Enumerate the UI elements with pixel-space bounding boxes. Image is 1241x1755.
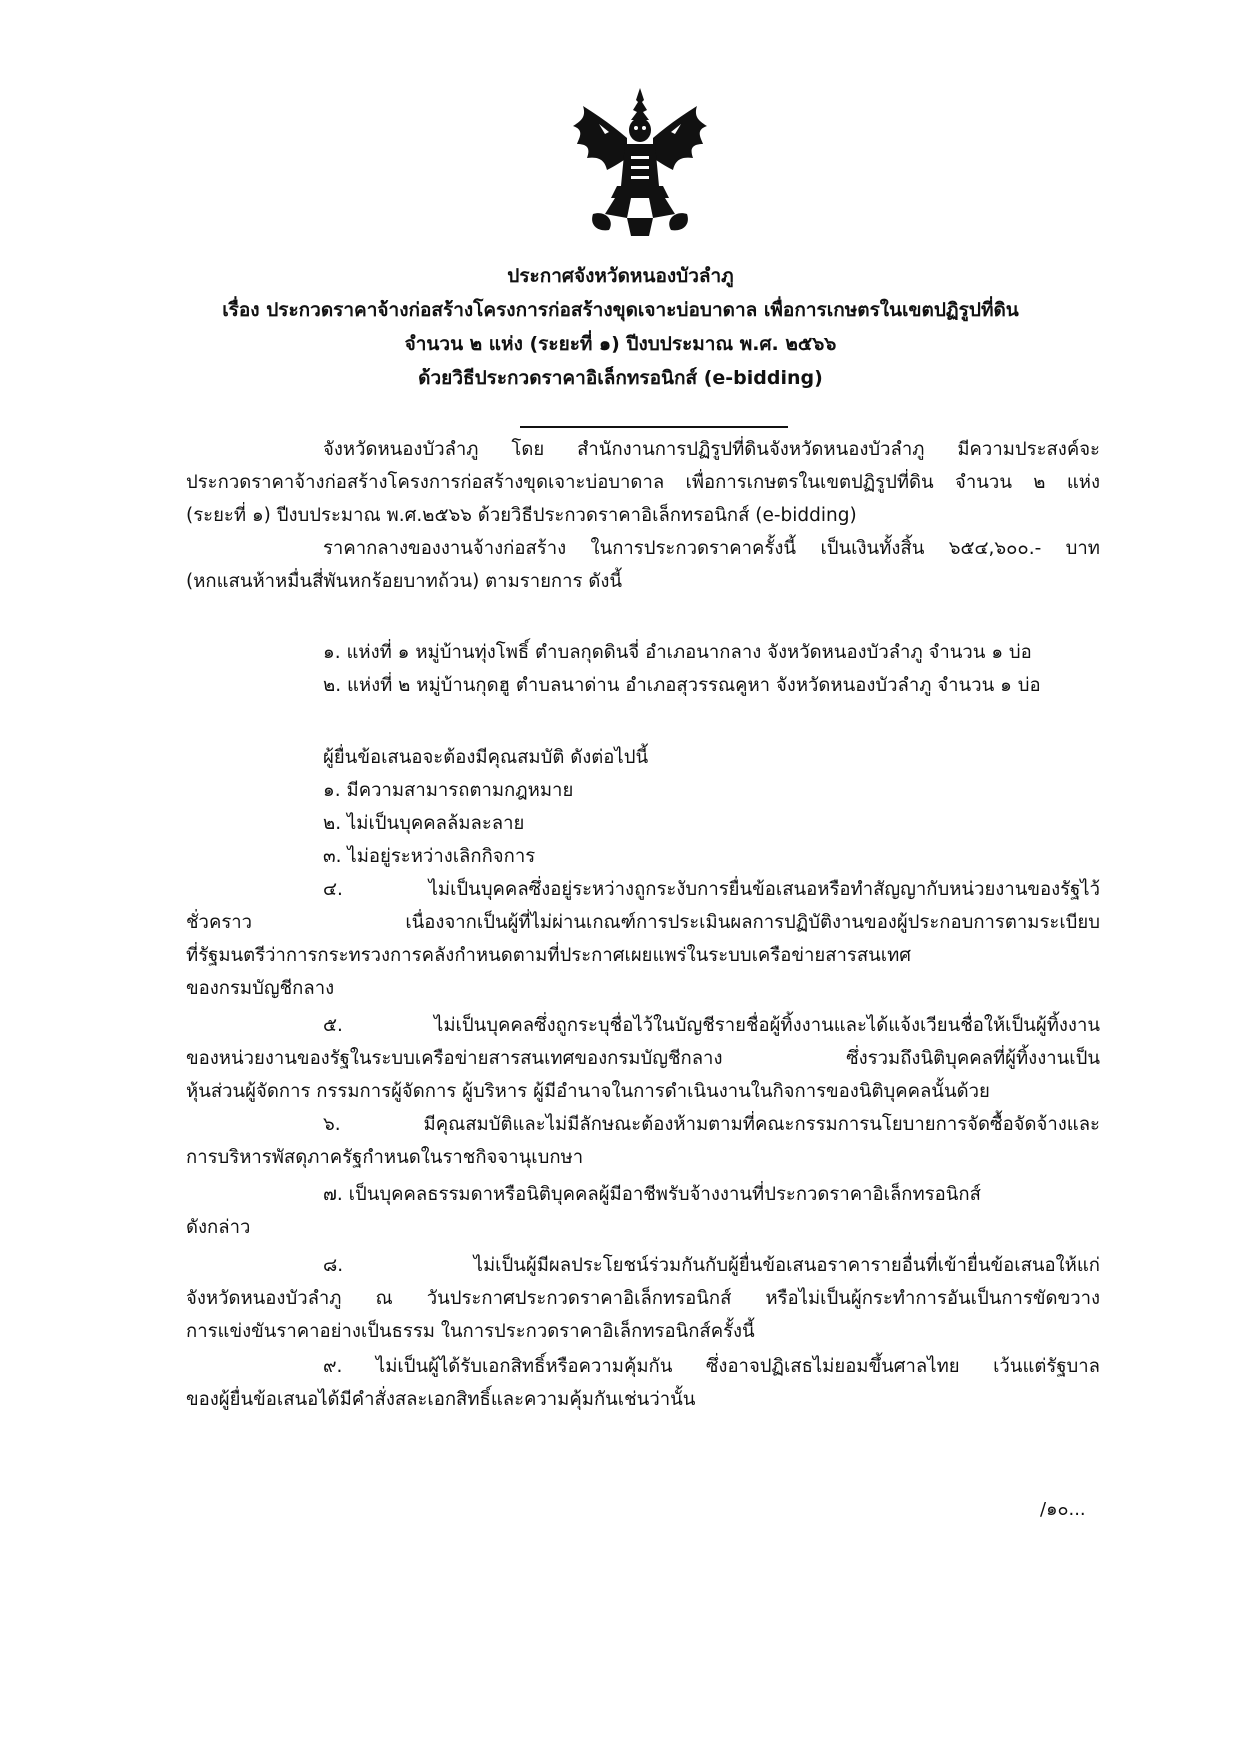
qualification-9-line-2: ของผู้ยื่นข้อเสนอได้มีคำสั่งสละเอกสิทธิ์และความคุ้มกันเช่นว่านั้น (186, 1389, 696, 1410)
qualification-4-line-4: ของกรมบัญชีกลาง (186, 978, 335, 999)
qualification-4-line-2: ชั่วคราว เนื่องจากเป็นผู้ที่ไม่ผ่านเกณฑ์การประเมินผลการปฏิบัติงานของผู้ประกอบการตามระเบียบ (186, 912, 1100, 933)
qualification-5-line-1: ๕. ไม่เป็นบุคคลซึ่งถูกระบุชื่อไว้ในบัญชีรายชื่อผู้ทิ้งงานและได้แจ้งเวียนชื่อให้เป็นผู้ทิ้งงาน (323, 1015, 1100, 1036)
site-item-2: ๒. แห่งที่ ๒ หมู่บ้านกุดฮู ตำบลนาด่าน อำเภอสุวรรณคูหา จังหวัดหนองบัวลำภู จำนวน ๑ บ่อ (323, 675, 1041, 696)
qualification-7-line-1: ๗. เป็นบุคคลธรรมดาหรือนิติบุคคลผู้มีอาชีพรับจ้างงานที่ประกวดราคาอิเล็กทรอนิกส์ (323, 1184, 981, 1205)
qualification-1: ๑. มีความสามารถตามกฎหมาย (323, 780, 574, 801)
site-item-1: ๑. แห่งที่ ๑ หมู่บ้านทุ่งโพธิ์ ตำบลกุดดินจี่ อำเภอนากลาง จังหวัดหนองบัวลำภู จำนวน ๑ บ่อ (323, 642, 1032, 663)
qualification-6-line-1: ๖. มีคุณสมบัติและไม่มีลักษณะต้องห้ามตามที่คณะกรรมการนโยบายการจัดซื้อจัดจ้างและ (323, 1114, 1100, 1135)
qualification-6-line-2: การบริหารพัสดุภาครัฐกำหนดในราชกิจจานุเบกษา (186, 1147, 584, 1168)
intro-line-2: ประกวดราคาจ้างก่อสร้างโครงการก่อสร้างขุดเจาะบ่อบาดาล เพื่อการเกษตรในเขตปฏิรูปที่ดิน จำนวน ๒ แห่ง (186, 472, 1100, 493)
qualification-7-line-2: ดังกล่าว (186, 1217, 251, 1238)
qualification-4-line-1: ๔. ไม่เป็นบุคคลซึ่งอยู่ระหว่างถูกระงับการยื่นข้อเสนอหรือทำสัญญากับหน่วยงานของรัฐไว้ (323, 879, 1100, 900)
garuda-emblem-icon (569, 86, 711, 242)
intro-line-1: จังหวัดหนองบัวลำภู โดย สำนักงานการปฏิรูปที่ดินจังหวัดหนองบัวลำภู มีความประสงค์จะ (323, 439, 1100, 460)
qualifications-intro: ผู้ยื่นข้อเสนอจะต้องมีคุณสมบัติ ดังต่อไปนี้ (323, 747, 649, 768)
title-divider (520, 426, 788, 428)
qualification-2: ๒. ไม่เป็นบุคคลล้มละลาย (323, 813, 525, 834)
subject-line-2: จำนวน ๒ แห่ง (ระยะที่ ๑) ปีงบประมาณ พ.ศ. ๒๕๖๖ (404, 333, 837, 355)
subject-line-1: เรื่อง ประกวดราคาจ้างก่อสร้างโครงการก่อสร้างขุดเจาะบ่อบาดาล เพื่อการเกษตรในเขตปฏิรูปที่ดิน (222, 299, 1019, 321)
qualification-8-line-3: การแข่งขันราคาอย่างเป็นธรรม ในการประกวดราคาอิเล็กทรอนิกส์ครั้งนี้ (186, 1321, 755, 1342)
qualification-8-line-1: ๘. ไม่เป็นผู้มีผลประโยชน์ร่วมกันกับผู้ยื่นข้อเสนอราคารายอื่นที่เข้ายื่นข้อเสนอให้แก่ (323, 1255, 1100, 1276)
intro-line-3: (ระยะที่ ๑) ปีงบประมาณ พ.ศ.๒๕๖๖ ด้วยวิธีประกวดราคาอิเล็กทรอนิกส์ (e-bidding) (186, 505, 857, 526)
qualification-5-line-2: ของหน่วยงานของรัฐในระบบเครือข่ายสารสนเทศของกรมบัญชีกลาง ซึ่งรวมถึงนิติบุคคลที่ผู้ทิ้งงานเป็น (186, 1048, 1100, 1069)
qualification-4-line-3: ที่รัฐมนตรีว่าการกระทรวงการคลังกำหนดตามที่ประกาศเผยแพร่ในระบบเครือข่ายสารสนเทศ (186, 945, 912, 966)
page-continuation: /๑๐... (1040, 1499, 1086, 1520)
qualification-5-line-3: หุ้นส่วนผู้จัดการ กรรมการผู้จัดการ ผู้บริหาร ผู้มีอำนาจในการดำเนินงานในกิจการของนิติบุคคลนั้นด้วย (186, 1081, 990, 1102)
price-line-2: (หกแสนห้าหมื่นสี่พันหกร้อยบาทถ้วน) ตามรายการ ดังนี้ (186, 571, 623, 592)
qualification-8-line-2: จังหวัดหนองบัวลำภู ณ วันประกาศประกวดราคาอิเล็กทรอนิกส์ หรือไม่เป็นผู้กระทำการอันเป็นการขัดขวาง (186, 1288, 1100, 1309)
announcement-title: ประกาศจังหวัดหนองบัวลำภู (507, 265, 734, 287)
qualification-9-line-1: ๙. ไม่เป็นผู้ได้รับเอกสิทธิ์หรือความคุ้มกัน ซึ่งอาจปฏิเสธไม่ยอมขึ้นศาลไทย เว้นแต่รัฐบาล (323, 1356, 1100, 1377)
subject-line-3: ด้วยวิธีประกวดราคาอิเล็กทรอนิกส์ (e-bidding) (418, 367, 823, 389)
price-line-1: ราคากลางของงานจ้างก่อสร้าง ในการประกวดราคาครั้งนี้ เป็นเงินทั้งสิ้น ๖๕๔,๖๐๐.- บาท (323, 538, 1100, 559)
qualification-3: ๓. ไม่อยู่ระหว่างเลิกกิจการ (323, 846, 536, 867)
